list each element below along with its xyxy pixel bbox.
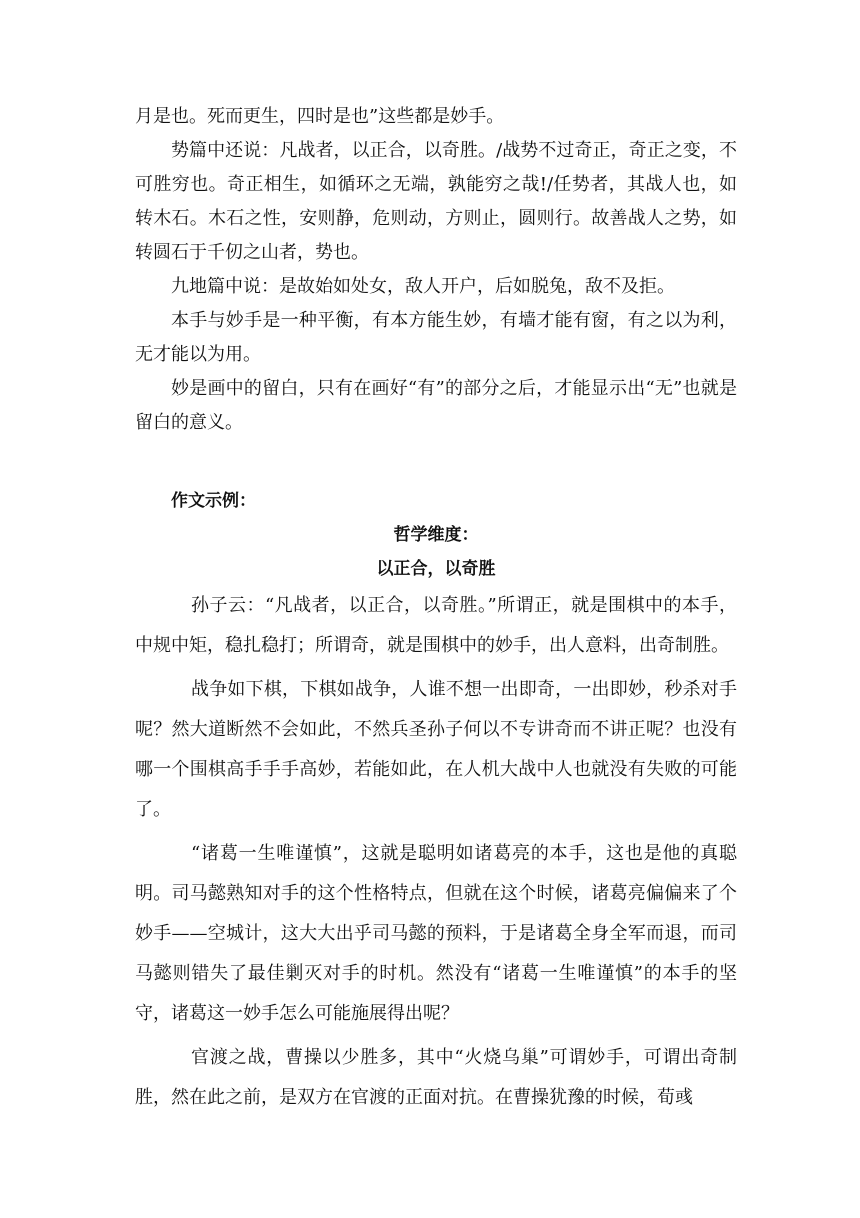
paragraph-jiudi-chapter: 九地篇中说：是故始如处女，敌人开户，后如脱兔，敌不及拒。 <box>171 276 675 297</box>
essay-title: 以正合，以奇胜 <box>376 559 496 579</box>
document-page <box>135 100 737 1122</box>
paragraph-continuation: 月是也。死而更生，四时是也”这些都是妙手。 <box>135 106 505 127</box>
spacer <box>135 440 737 474</box>
paragraph-balance: 本手与妙手是一种平衡，有本方能生妙，有墙才能有窗，有之以为利，无才能以为用。 <box>135 310 737 365</box>
paragraph-shi-chapter: 势篇中还说：凡战者，以正合，以奇胜。/战势不过奇正，奇正之变，不可胜穷也。奇正相生，如循环之无端，孰能穷之哉!/任势者，其战人也，如转木石。木石之性，安则静，危则动，方则止，圆则行。故善战人之势，如转圆石于千仞之山者，势也。 <box>135 140 737 263</box>
essay-body <box>135 586 737 1118</box>
essay-dimension-heading: 哲学维度： <box>393 525 479 545</box>
sample-essay-label: 作文示例： <box>171 491 256 511</box>
essay-paragraph: 官渡之战，曹操以少胜多，其中“火烧乌巢”可谓妙手，可谓出奇制胜，然在此之前，是双方在官渡的正面对抗。在曹操犹豫的时候，荀彧 <box>135 1047 737 1108</box>
essay-paragraph: 孙子云：“凡战者，以正合，以奇胜。”所谓正，就是围棋中的本手，中规中矩，稳扎稳打；所谓奇，就是围棋中的妙手，出人意料，出奇制胜。 <box>135 595 737 656</box>
essay-paragraph: “诸葛一生唯谨慎”，这就是聪明如诸葛亮的本手，这也是他的真聪明。司马懿熟知对手的这个性格特点，但就在这个时候，诸葛亮偏偏来了个妙手——空城计，这大大出乎司马懿的预料，于是诸葛全身全军而退，而司马懿则错失了最佳剿灭对手的时机。然没有“诸葛一生唯谨慎”的本手的坚守，诸葛这一妙手怎么可能施展得出呢？ <box>135 843 737 1024</box>
essay-paragraph: 战争如下棋，下棋如战争，人谁不想一出即奇，一出即妙，秒杀对手呢？然大道断然不会如此，不然兵圣孙子何以不专讲奇而不讲正呢？也没有哪一个围棋高手手手高妙，若能如此，在人机大战中人也就没有失败的可能了。 <box>135 679 737 820</box>
paragraph-blank-space: 妙是画中的留白，只有在画好“有”的部分之后，才能显示出“无”也就是留白的意义。 <box>135 378 737 433</box>
